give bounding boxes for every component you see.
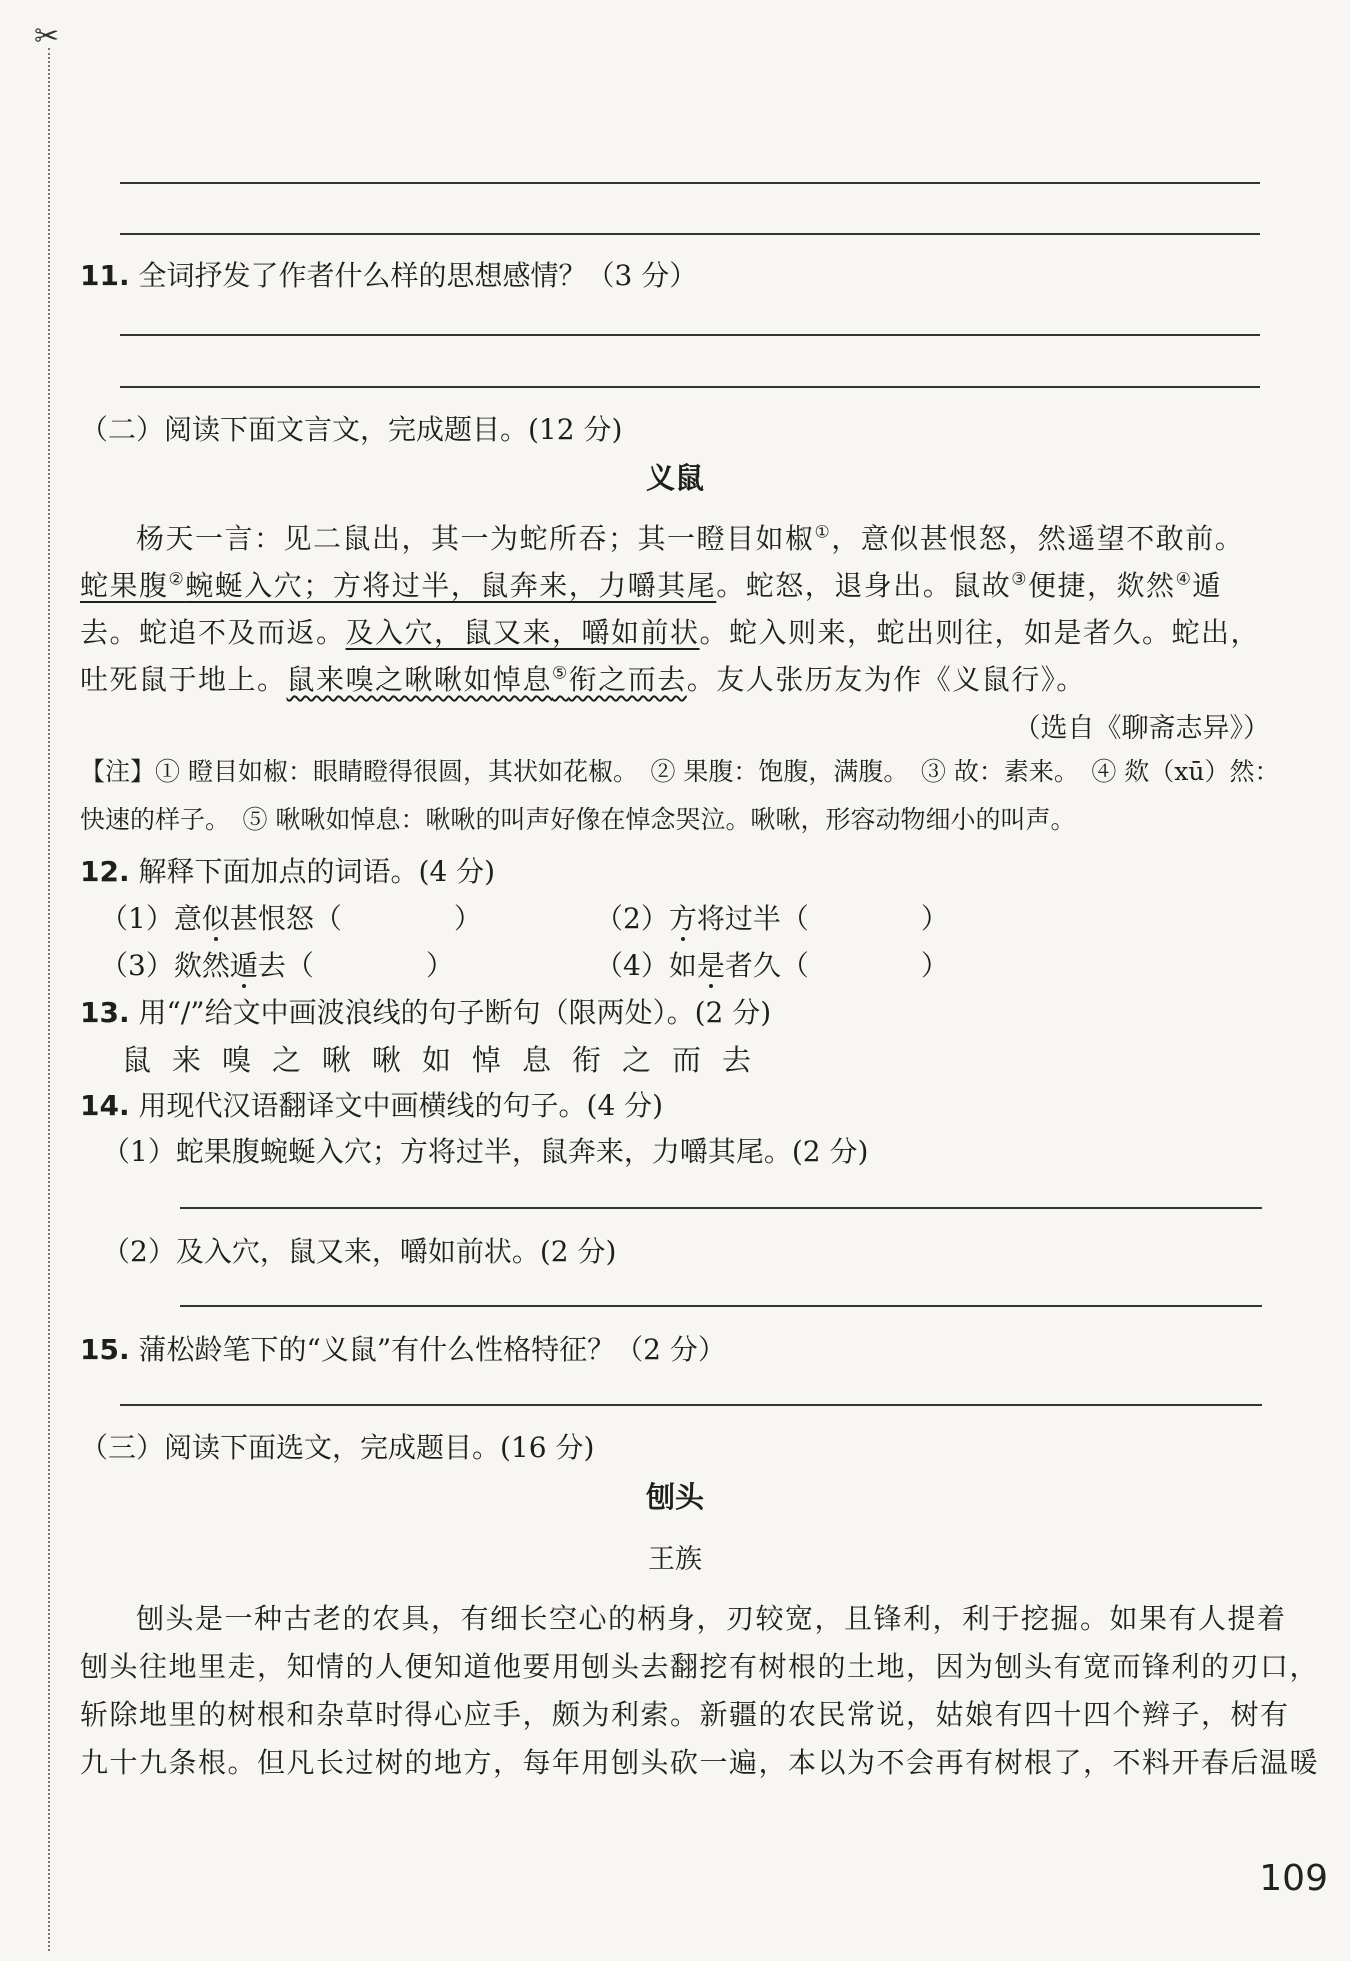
q12-item-2[interactable]: （2）方将过半（ ） [595, 902, 949, 935]
answer-line[interactable] [120, 386, 1260, 388]
question-12: 12. 解释下面加点的词语。(4 分) [80, 855, 496, 888]
passage-title: 刨头 [645, 1480, 704, 1514]
modern-passage-line: 刨头往地里走，知情的人便知道他要用刨头去翻挖有树根的土地，因为刨头有宽而锋利的刃口， [80, 1650, 1320, 1683]
q12-item-4[interactable]: （4）如是者久（ ） [595, 949, 949, 982]
question-15: 15. 蒲松龄笔下的“义鼠”有什么性格特征？（2 分） [80, 1333, 726, 1366]
q12-item-3[interactable]: （3）欻然遁去（ ） [100, 949, 454, 982]
answer-line[interactable] [180, 1305, 1262, 1307]
question-14: 14. 用现代汉语翻译文中画横线的句子。(4 分) [80, 1089, 664, 1122]
notes-line-1: 【注】① 瞪目如椒：眼睛瞪得很圆，其状如花椒。 ② 果腹：饱腹，满腹。 ③ 故：素来。 ④ 欻（xū）然： [80, 757, 1280, 786]
q13-sentence[interactable]: 鼠来嗅之啾啾如悼息衔之而去 [122, 1043, 773, 1077]
page-number: 109 [1259, 1858, 1328, 1899]
underlined-sentence-1: 蛇果腹②蜿蜒入穴；方将过半，鼠奔来，力嚼其尾 [80, 569, 717, 602]
section-3-header: （三）阅读下面选文，完成题目。(16 分) [80, 1431, 595, 1464]
modern-passage-line: 九十九条根。但凡长过树的地方，每年用刨头砍一遍，本以为不会再有树根了，不料开春后温暖 [80, 1746, 1320, 1779]
passage-title: 义鼠 [645, 461, 704, 495]
underlined-sentence-2: 及入穴，鼠又来，嚼如前状 [345, 616, 700, 649]
scissors-icon: ✂ [34, 19, 60, 54]
q12-item-1[interactable]: （1）意似甚恨怒（ ） [100, 902, 482, 935]
wavy-sentence: 鼠来嗅之啾啾如悼息⑤衔之而去 [286, 663, 687, 696]
modern-passage-line: 斩除地里的树根和杂草时得心应手，颇为利索。新疆的农民常说，姑娘有四十四个辫子，树有 [80, 1698, 1290, 1731]
answer-line[interactable] [120, 334, 1260, 336]
answer-line[interactable] [120, 182, 1260, 184]
q14-sub-2: （2）及入穴，鼠又来，嚼如前状。(2 分) [102, 1235, 617, 1268]
notes-line-2: 快速的样子。 ⑤ 啾啾如悼息：啾啾的叫声好像在悼念哭泣。啾啾，形容动物细小的叫声。 [80, 805, 1076, 834]
passage-author: 王族 [648, 1544, 702, 1575]
answer-line[interactable] [180, 1207, 1262, 1209]
modern-passage-line: 刨头是一种古老的农具，有细长空心的柄身，刃较宽，且锋利，利于挖掘。如果有人提着 [136, 1602, 1287, 1635]
passage-source: （选自《聊斋志异》） [1013, 713, 1270, 744]
question-13: 13. 用“/”给文中画波浪线的句子断句（限两处）。(2 分) [80, 996, 772, 1029]
question-11: 11. 全词抒发了作者什么样的思想感情？（3 分） [80, 259, 698, 292]
classical-passage: 杨天一言：见二鼠出，其一为蛇所吞；其一瞪目如椒①，意似甚恨怒，然遥望不敢前。蛇果腹②蜿蜒入穴；方将过半，鼠奔来，力嚼其尾。蛇怒，退身出。鼠故③便捷，欻然④遁去。蛇追不及而返。及入穴，鼠又来，嚼如前状。蛇入则来，蛇出则往，如是者久。蛇出，吐死鼠于地上。鼠来嗅之啾啾如悼息⑤衔之而去。友人张历友为作《义鼠行》。 [80, 522, 1261, 696]
answer-line[interactable] [120, 233, 1260, 235]
cut-line [48, 48, 50, 1951]
q14-sub-1: （1）蛇果腹蜿蜒入穴；方将过半，鼠奔来，力嚼其尾。(2 分) [102, 1135, 869, 1168]
answer-line[interactable] [120, 1404, 1262, 1406]
section-2-header: （二）阅读下面文言文，完成题目。(12 分) [80, 413, 623, 446]
